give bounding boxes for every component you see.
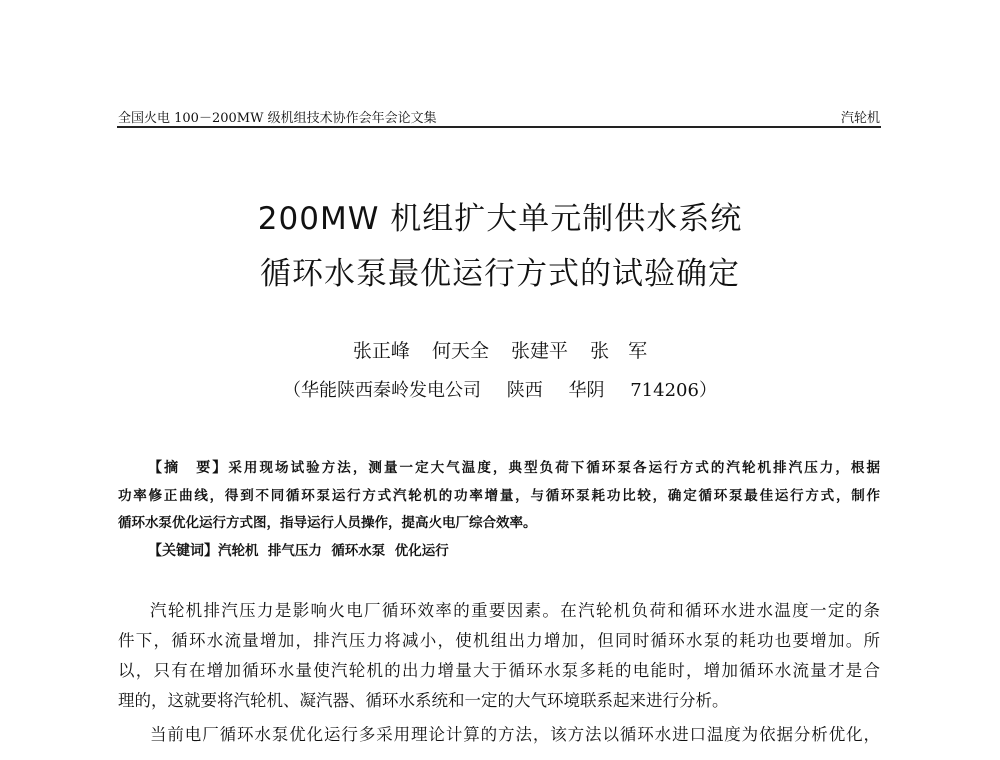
running-header-right: 汽轮机 xyxy=(840,111,880,126)
keyword: 循环水泵 xyxy=(331,543,386,559)
abstract-line-2: 功率修正曲线，得到不同循环泵运行方式汽轮机的功率增量，与循环泵耗功比较，确定循环泵最佳运行方式，制作 xyxy=(118,488,880,504)
keywords-label: 【关键词】 xyxy=(148,543,218,559)
affiliation xyxy=(0,376,1000,402)
body-line: 件下，循环水流量增加，排汽压力将减小，使机组出力增加，但同时循环水泵的耗功也要增加。所 xyxy=(118,631,880,650)
title-line-1: 200MW 机组扩大单元制供水系统 xyxy=(257,201,743,237)
authors xyxy=(0,336,1000,363)
body-line: 当前电厂循环水泵优化运行多采用理论计算的方法，该方法以循环水进口温度为依据分析优化， xyxy=(150,725,880,744)
body-line: 理的，这就要将汽轮机、凝汽器、循环水系统和一定的大气环境联系起来进行分析。 xyxy=(118,691,729,710)
title-line-2: 循环水泵最优运行方式的试验确定 xyxy=(260,256,740,292)
affiliation-city: 华阴 xyxy=(568,380,605,401)
keyword: 排气压力 xyxy=(267,543,322,559)
abstract-line-1 xyxy=(148,456,880,477)
keywords xyxy=(148,539,449,560)
abstract-label: 【摘 要】 xyxy=(148,460,229,476)
author: 张 军 xyxy=(590,340,648,362)
author: 何天全 xyxy=(431,340,489,362)
header-rule xyxy=(117,126,881,128)
author: 张正峰 xyxy=(352,340,410,362)
keyword: 汽轮机 xyxy=(218,543,259,559)
affiliation-province: 陕西 xyxy=(506,380,543,401)
body-line: 汽轮机排汽压力是影响火电厂循环效率的重要因素。在汽轮机负荷和循环水进水温度一定的条 xyxy=(150,601,880,620)
keyword: 优化运行 xyxy=(394,543,449,559)
abstract-text: 采用现场试验方法，测量一定大气温度，典型负荷下循环泵各运行方式的汽轮机排汽压力，根据 xyxy=(228,460,880,476)
body-line: 以，只有在增加循环水量使汽轮机的出力增量大于循环水泵多耗的电能时，增加循环水流量才是合 xyxy=(118,661,880,680)
affiliation-org: （华能陕西秦岭发电公司 xyxy=(283,380,482,401)
abstract-line-3: 循环水泵优化运行方式图，指导运行人员操作，提高火电厂综合效率。 xyxy=(118,515,537,531)
running-header-left: 全国火电 100－200MW 级机组技术协作会年会论文集 xyxy=(118,111,437,126)
author: 张建平 xyxy=(511,340,569,362)
affiliation-postcode: 714206） xyxy=(630,380,717,401)
